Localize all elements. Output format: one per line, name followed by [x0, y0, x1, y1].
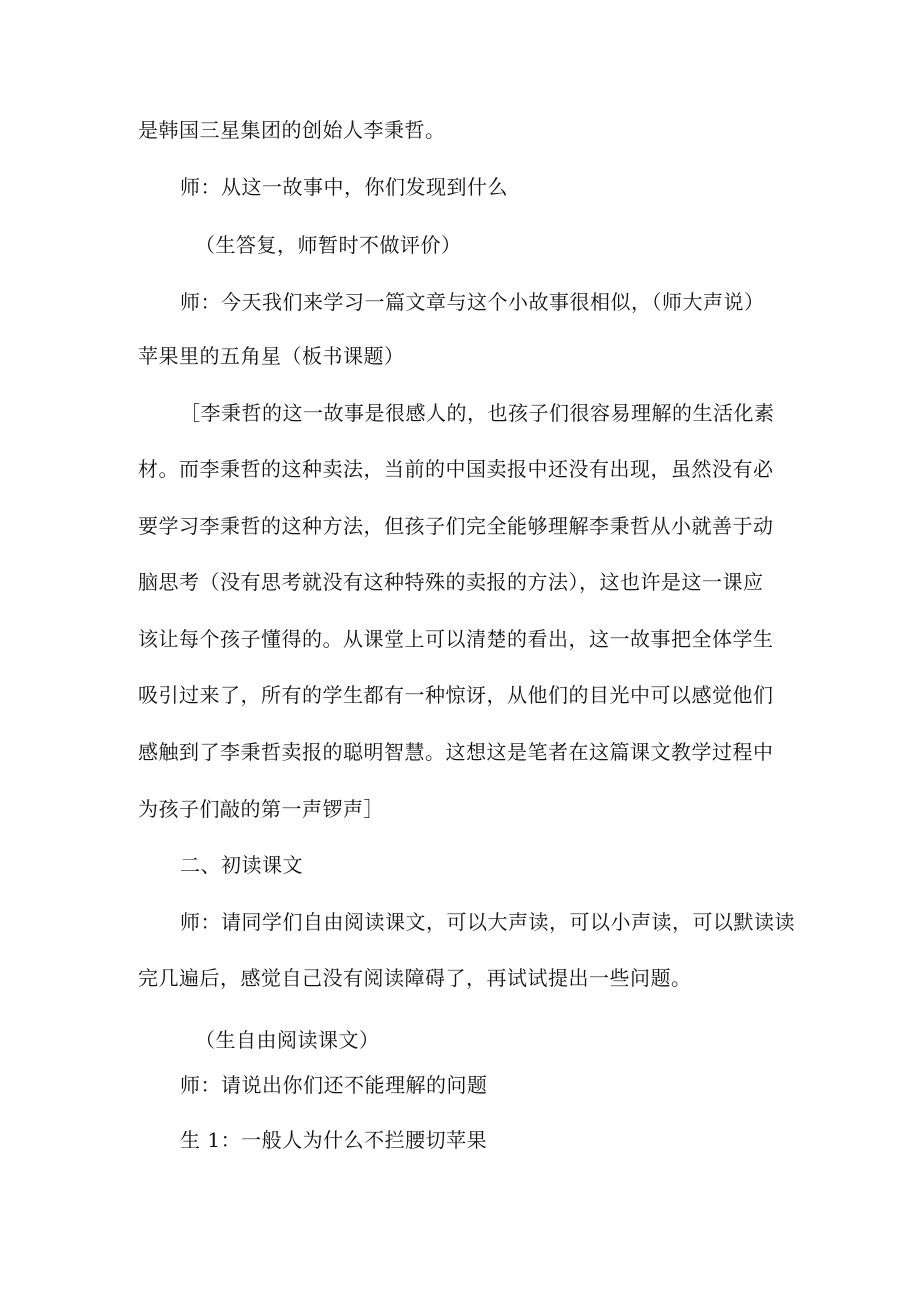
text-line: （生答复，师暂时不做评价）: [195, 233, 462, 257]
text-line: 该让每个孩子懂得的。从课堂上可以清楚的看出，这一故事把全体学生: [138, 627, 774, 651]
text-line: 师：今天我们来学习一篇文章与这个小故事很相似，（师大声说）: [180, 290, 765, 314]
text-line: 师：从这一故事中，你们发现到什么: [180, 175, 508, 199]
text-line: 师：请说出你们还不能理解的问题: [180, 1073, 488, 1097]
text-line: 材。而李秉哲的这种卖法，当前的中国卖报中还没有出现，虽然没有必: [138, 457, 774, 481]
text-line: 完几遍后，感觉自己没有阅读障碍了，再试试提出一些问题。: [138, 966, 692, 990]
text-line: （生自由阅读课文）: [195, 1028, 380, 1052]
text-line: 苹果里的五角星（板书课题）: [138, 344, 405, 368]
text-line: 感触到了李秉哲卖报的聪明智慧。这想这是笔者在这篇课文教学过程中: [138, 740, 774, 764]
text-line: 师：请同学们自由阅读课文，可以大声读，可以小声读，可以默读读: [180, 910, 795, 934]
text-line: ［李秉哲的这一故事是很感人的，也孩子们很容易理解的生活化素: [180, 401, 775, 425]
text-line: 脑思考（没有思考就没有这种特殊的卖报的方法），这也许是这一课应: [138, 570, 764, 594]
text-line: 吸引过来了，所有的学生都有一种惊讶，从他们的目光中可以感觉他们: [138, 683, 774, 707]
text-line: 为孩子们敲的第一声锣声］: [138, 797, 384, 821]
text-line: 要学习李秉哲的这种方法，但孩子们完全能够理解李秉哲从小就善于动: [138, 514, 774, 538]
section-heading: 二、初读课文: [180, 853, 303, 877]
text-line: 生 1：一般人为什么不拦腰切苹果: [180, 1128, 488, 1152]
text-line: 是韩国三星集团的创始人李秉哲。: [138, 118, 446, 142]
